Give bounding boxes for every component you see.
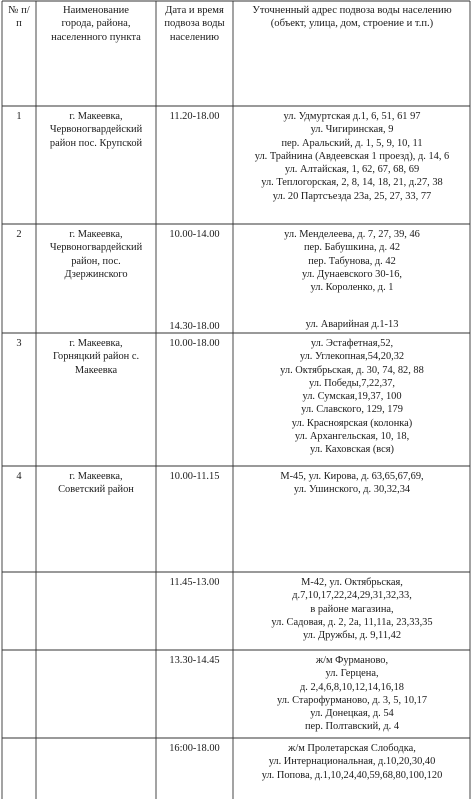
row-3-time: 10.00-18.00 <box>169 338 220 349</box>
row-4-number: 4 <box>16 471 22 482</box>
row-2-address-extra: ул. Аварийная д.1-13 <box>305 319 399 330</box>
row-1-number: 1 <box>16 111 22 122</box>
row-5-address: М-42, ул. Октябрьская, д.7,10,17,22,24,29,31,32,33, в районе магазина, ул. Садовая, д. 2, 2а, 11,11а, 23,33,35 ул. Дружбы, д. 9,11,42 <box>271 577 433 642</box>
row-5-time: 11.45-13.00 <box>169 577 220 588</box>
row-1-address: ул. Удмуртская д.1, 6, 51, 61 97 ул. Чигиринская, 9 пер. Аральский, д. 1, 5, 9, 10, 11 ул. Трайнина (Авдеевская 1 проезд), д. 14, 6 ул. Алтайская, 1, 62, 67, 68, 69 ул. Теплогорская, 2, 8, 14, 18, 21, д.27, 38 ул. 20 Партсъезда 23а, 25, 27, 33, 77 <box>254 111 450 202</box>
row-3-place: г. Макеевка, Горняцкий район с. Макеевка <box>52 338 140 376</box>
row-3-address: ул. Эстафетная,52, ул. Углекопная,54,20,32 ул. Октябрьская, д. 30, 74, 82, 88 ул. Победы,7,22,37, ул. Сумская,19,37, 100 ул. Славского, 129, 179 ул. Красноярская (колонка) ул. Архангельская, 10, 18, ул. Каховская (вся) <box>280 338 424 456</box>
row-2-time-2: 14.30-18.00 <box>169 321 220 332</box>
row-7-time: 16:00-18.00 <box>169 743 220 754</box>
header-address: Уточненный адрес подвоза воды населению (объект, улица, дом, строение и т.п.) <box>252 5 452 30</box>
row-6-time: 13.30-14.45 <box>169 655 220 666</box>
row-7-address: ж/м Пролетарская Слободка, ул. Интернациональная, д.10,20,30,40 ул. Попова, д.1,10,24,40,59,68,80,100,120 <box>261 743 443 781</box>
row-6-address: ж/м Фурманово, ул. Герцена, д. 2,4,6,8,10,12,14,16,18 ул. Старофурманово, д. 3, 5, 10,17 ул. Донецкая, д. 54 пер. Полтавский, д. 4 <box>276 655 428 733</box>
row-1-time: 11.20-18.00 <box>169 111 220 122</box>
row-4-time: 10.00-11.15 <box>169 471 220 482</box>
header-place: Наименование города, района, населенного пункта <box>51 5 141 43</box>
row-1-place: г. Макеевка, Червоногвардейский район пос. Крупской <box>49 111 143 149</box>
row-3-number: 3 <box>16 338 22 349</box>
row-2-place: г. Макеевка, Червоногвардейский район, пос. Дзержинского <box>49 229 143 280</box>
row-2-number: 2 <box>16 229 22 240</box>
row-2-address: ул. Менделеева, д. 7, 27, 39, 46 пер. Бабушкина, д. 42 пер. Табунова, д. 42 ул. Дунаевского 30-16, ул. Короленко, д. 1 <box>284 229 420 294</box>
row-4-address: М-45, ул. Кирова, д. 63,65,67,69, ул. Ушинского, д. 30,32,34 <box>280 471 424 496</box>
row-2-time-1: 10.00-14.00 <box>169 229 220 240</box>
header-number: № п/ п <box>8 5 30 30</box>
header-time: Дата и время подвоза воды населению <box>164 5 225 43</box>
row-4-place: г. Макеевка, Советский район <box>58 471 134 496</box>
